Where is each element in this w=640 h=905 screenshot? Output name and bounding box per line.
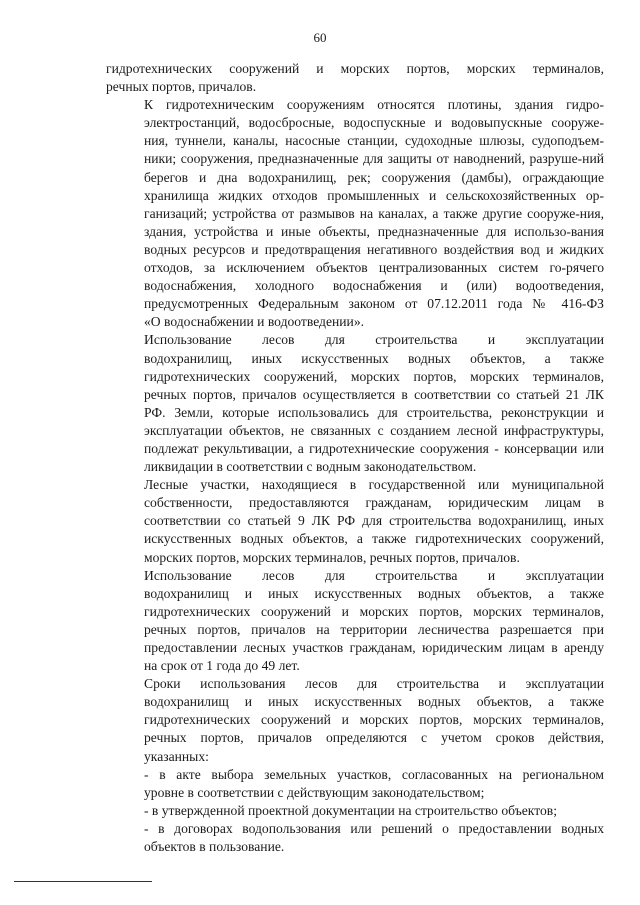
text-line: предоставлении лесных участков гражданам, юридическим лицам в аренду bbox=[144, 640, 604, 655]
paragraph bbox=[106, 60, 604, 96]
text-line: на срок от 1 года до 49 лет. bbox=[144, 658, 300, 674]
text-line: гидротехнических сооружений и морских портов, морских терминалов, bbox=[144, 603, 604, 619]
text-line: гидротехнических сооружений и морских портов, морских терминалов, bbox=[144, 712, 604, 728]
text-line: гидротехнических сооружений, морских портов, морских терминалов, bbox=[144, 368, 604, 384]
text-line: берегов и дна водохранилищ, рек; сооружения (дамбы), ограждающие bbox=[144, 169, 604, 185]
text-line: здания, устройства и иные объекты, предназначенные для использо-вания bbox=[144, 223, 604, 239]
text-line: речных портов, причалов на территории лесничества разрешается при bbox=[144, 621, 604, 637]
text-line: хранилища жидких отходов промышленных и сельскохозяйственных ор- bbox=[144, 187, 604, 203]
text-line: предусмотренных Федеральным законом от 07.12.2011 года № 416-ФЗ bbox=[144, 296, 604, 312]
text-line: речных портов, причалов. bbox=[106, 79, 257, 95]
text-line: речных портов, причалов осуществляется в соответствии со статьей 21 ЛК bbox=[144, 386, 604, 402]
footnote-separator-line bbox=[14, 881, 152, 882]
text-line: отходов, за исключением объектов централизованных систем го-рячего bbox=[144, 260, 604, 276]
text-line: указанных: bbox=[144, 748, 209, 764]
text-line: морских портов, морских терминалов, речных портов, причалов. bbox=[144, 549, 520, 565]
text-line: водных ресурсов и предотвращения негативного воздействия вод и жидких bbox=[144, 241, 604, 257]
text-line: - в договорах водопользования или решений о предоставлении водных bbox=[144, 820, 604, 836]
paragraph bbox=[106, 331, 604, 476]
text-line: водохранилищ, иных искусственных водных объектов, а также bbox=[144, 350, 604, 366]
text-line: ликвидации в соответствии с водным законодательством. bbox=[144, 459, 477, 475]
text-line: электростанций, водосбросные, водоспускные и водовыпускные сооруже- bbox=[144, 115, 604, 131]
paragraph bbox=[106, 567, 604, 676]
text-line: Использование лесов для строительства и эксплуатации bbox=[144, 332, 604, 348]
text-line: ганизаций; устройства от размывов на каналах, а также другие сооруже-ния, bbox=[144, 205, 604, 221]
paragraph bbox=[106, 820, 604, 856]
text-line: речных портов, причалов определяются с учетом сроков действия, bbox=[144, 730, 604, 746]
paragraph bbox=[106, 766, 604, 802]
text-line: Использование лесов для строительства и эксплуатации bbox=[144, 567, 604, 583]
text-line: водохранилищ и иных искусственных водных объектов, а также bbox=[144, 585, 604, 601]
text-line: - в акте выбора земельных участков, согласованных на региональном bbox=[144, 766, 604, 782]
text-line: водоснабжения, холодного водоснабжения и (или) водоотведения, bbox=[144, 278, 604, 294]
text-line: К гидротехническим сооружениям относятся плотины, здания гидро- bbox=[144, 97, 604, 113]
text-line: уровне в соответствии с действующим законодательством; bbox=[144, 784, 485, 800]
paragraph bbox=[106, 96, 604, 331]
text-line: водохранилищ и иных искусственных водных объектов, а также bbox=[144, 694, 604, 710]
text-line: собственности, предоставляются гражданам, юридическим лицам в bbox=[144, 495, 604, 511]
text-line: подлежат рекультивации, а гидротехнические сооружения - консервации или bbox=[144, 440, 604, 456]
text-line: ники; сооружения, предназначенные для защиты от наводнений, разруше-ний bbox=[144, 151, 604, 167]
text-line: «О водоснабжении и водоотведении». bbox=[144, 314, 365, 330]
paragraph bbox=[106, 675, 604, 765]
text-line: объектов в пользование. bbox=[144, 839, 285, 855]
text-line: искусственных водных объектов, а также гидротехнических сооружений, bbox=[144, 531, 604, 547]
text-line: РФ. Земли, которые использовались для строительства, реконструкции и bbox=[144, 404, 604, 420]
page-number: 60 bbox=[313, 30, 327, 45]
text-line: гидротехнических сооружений и морских портов, морских терминалов, bbox=[106, 61, 604, 76]
document-body bbox=[106, 60, 604, 856]
paragraph bbox=[106, 802, 604, 820]
text-line: эксплуатации объектов, не связанных с созданием лесной инфраструктуры, bbox=[144, 422, 604, 438]
paragraph bbox=[106, 476, 604, 566]
text-line: Лесные участки, находящиеся в государственной или муниципальной bbox=[144, 477, 604, 493]
text-line: ния, туннели, каналы, насосные станции, судоходные шлюзы, судоподъем- bbox=[144, 133, 604, 149]
text-line: соответствии со статьей 9 ЛК РФ для строительства водохранилищ, иных bbox=[144, 513, 604, 529]
text-line: Сроки использования лесов для строительства и эксплуатации bbox=[144, 676, 604, 692]
text-line: - в утвержденной проектной документации на строительство объектов; bbox=[144, 802, 557, 818]
